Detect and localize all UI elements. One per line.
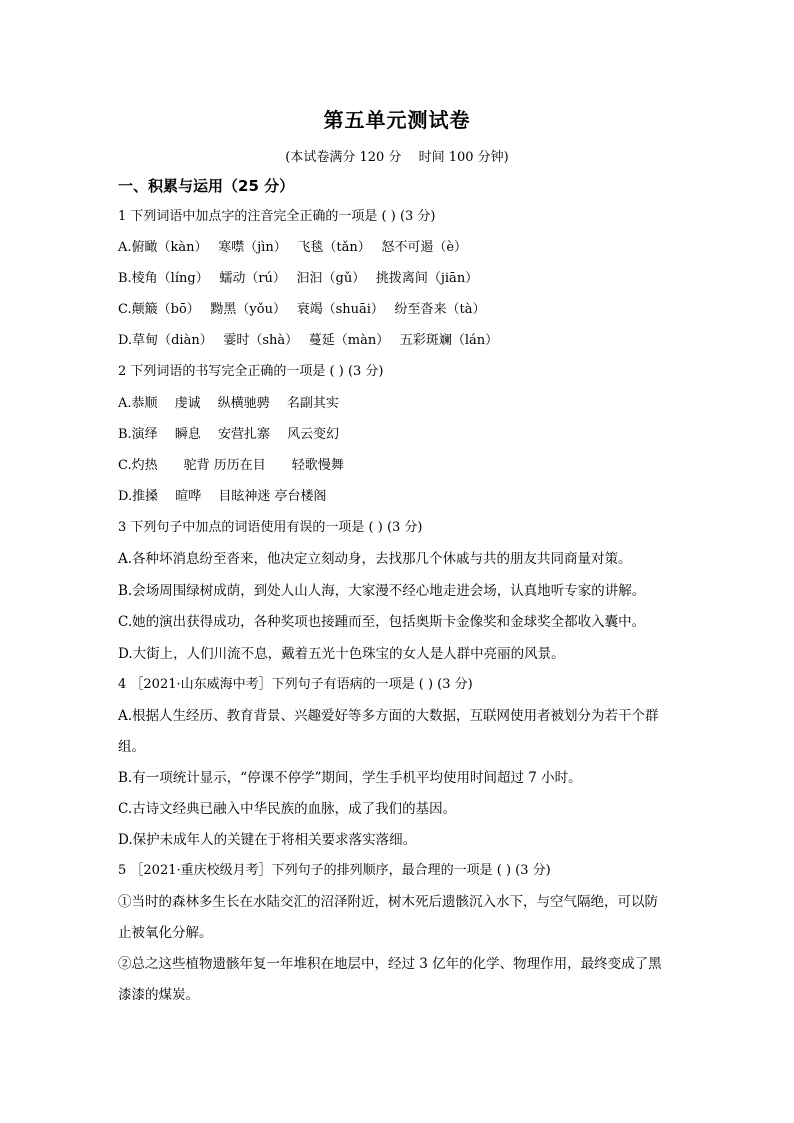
question-5-sentence-1-line1: ①当时的森林多生长在水陆交汇的沼泽附近，树木死后遗骸沉入水下，与空气隔绝，可以防 <box>118 894 658 910</box>
question-1-option-d: D.草甸（diàn） 霎时（shà） 蔓延（màn） 五彩斑斓（lán） <box>118 333 499 348</box>
question-4-option-a-line1: A.根据人生经历、教育背景、兴趣爱好等多方面的大数据，互联网使用者被划分为若干个群 <box>118 708 659 724</box>
question-3-option-c: C.她的演出获得成功，各种奖项也接踵而至，包括奥斯卡金像奖和金球奖全都收入囊中。 <box>118 614 646 630</box>
question-5-sentence-2-line2: 漆漆的煤炭。 <box>118 987 199 1003</box>
question-4-option-d: D.保护未成年人的关键在于将相关要求落实落细。 <box>118 832 417 848</box>
question-4-stem: 4 ［2021·山东威海中考］下列句子有语病的一项是 ( ) (3 分) <box>118 677 473 692</box>
question-1-option-c: C.颠簸（bō） 黝黑（yǒu） 衰竭（shuāi） 纷至沓来（tà） <box>118 302 486 317</box>
section-heading: 一、积累与运用（25 分） <box>118 177 295 195</box>
question-4-option-a-line2: 组。 <box>118 739 145 755</box>
question-3-option-d: D.大街上，人们川流不息，戴着五光十色珠宝的女人是人群中亮丽的风景。 <box>118 646 565 662</box>
question-1-stem: 1 下列词语中加点字的注音完全正确的一项是 ( ) (3 分) <box>118 209 436 224</box>
question-1-option-a: A.俯瞰（kàn） 寒噤（jìn） 飞毯（tǎn） 怒不可遏（è） <box>118 240 468 255</box>
question-2-option-b: B.演绎 瞬息 安营扎寨 风云变幻 <box>118 427 340 442</box>
question-5-stem: 5 ［2021·重庆校级月考］下列句子的排列顺序，最合理的一项是 ( ) (3 分) <box>118 863 551 878</box>
question-4-option-c: C.古诗文经典已融入中华民族的血脉，成了我们的基因。 <box>118 801 457 817</box>
question-1-option-b: B.棱角（líng） 蠕动（rú） 汩汩（gǔ） 挑拨离间（jiān） <box>118 271 479 286</box>
question-3-stem: 3 下列句子中加点的词语使用有误的一项是 ( ) (3 分) <box>118 520 423 535</box>
question-2-option-a: A.恭顺 虔诚 纵横驰骋 名副其实 <box>118 396 339 411</box>
question-2-stem: 2 下列词语的书写完全正确的一项是 ( ) (3 分) <box>118 364 384 379</box>
question-5-sentence-1-line2: 止被氧化分解。 <box>118 925 213 941</box>
question-5-sentence-2-line1: ②总之这些植物遗骸年复一年堆积在地层中，经过 3 亿年的化学、物理作用，最终变成了黑 <box>118 956 662 972</box>
page-title: 第五单元测试卷 <box>323 108 471 132</box>
question-2-option-d: D.推搡 暄哗 目眩神迷 亭台楼阁 <box>118 489 327 504</box>
exam-info: (本试卷满分 120 分 时间 100 分钟) <box>285 150 509 165</box>
question-3-option-a: A.各种坏消息纷至沓来，他决定立刻动身，去找那几个休戚与共的朋友共同商量对策。 <box>118 551 632 567</box>
question-3-option-b: B.会场周围绿树成荫，到处人山人海，大家漫不经心地走进会场，认真地听专家的讲解。 <box>118 583 646 599</box>
question-2-option-c: C.灼热 驼背 历历在目 轻歌慢舞 <box>118 458 344 473</box>
question-4-option-b: B.有一项统计显示，“停课不停学”期间，学生手机平均使用时间超过 7 小时。 <box>118 770 582 786</box>
